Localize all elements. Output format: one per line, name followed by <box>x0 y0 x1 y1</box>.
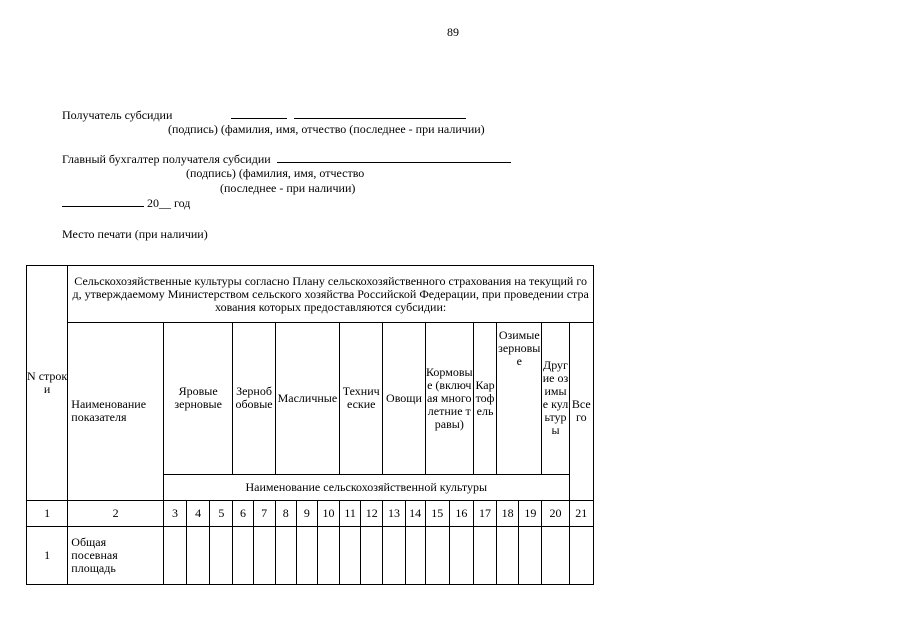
crop-vegetables: Овощи <box>383 323 425 474</box>
stamp-place: Место печати (при наличии) <box>62 227 208 241</box>
column-number: 4 <box>187 500 210 526</box>
column-number: 10 <box>317 500 339 526</box>
name-blank <box>294 108 466 119</box>
column-number: 19 <box>519 500 542 526</box>
data-cell[interactable] <box>497 526 519 584</box>
date-year: 20__ год <box>147 196 191 210</box>
crop-name-caption: Наименование сельскохозяйственной культуры <box>163 474 569 500</box>
header-indicator: Наименование показателя <box>68 323 164 501</box>
data-cell[interactable] <box>253 526 275 584</box>
data-cell[interactable] <box>187 526 210 584</box>
column-number: 2 <box>68 500 164 526</box>
data-cell[interactable] <box>449 526 473 584</box>
crop-spring-grains: Яровые зерновые <box>163 323 232 474</box>
column-number: 21 <box>569 500 593 526</box>
column-numbers-row <box>27 500 594 526</box>
data-cell[interactable] <box>542 526 569 584</box>
column-number: 6 <box>233 500 253 526</box>
header-row-number: N строки <box>27 266 68 501</box>
subsidy-table <box>26 265 594 585</box>
accountant-signature-line <box>62 152 511 166</box>
column-number: 14 <box>405 500 425 526</box>
data-cell[interactable] <box>275 526 296 584</box>
column-number: 12 <box>361 500 383 526</box>
recipient-label: Получатель субсидии <box>62 108 173 122</box>
data-cell[interactable] <box>405 526 425 584</box>
column-number: 15 <box>425 500 449 526</box>
column-number: 17 <box>473 500 496 526</box>
column-number: 20 <box>542 500 569 526</box>
crop-potatoes: Картофель <box>473 323 496 474</box>
data-cell[interactable] <box>163 526 186 584</box>
column-number: 11 <box>340 500 361 526</box>
crop-other-winter: Другие озимые культуры <box>542 323 569 474</box>
column-number: 7 <box>253 500 275 526</box>
accountant-caption-2: (последнее - при наличии) <box>220 181 356 195</box>
data-cell[interactable] <box>233 526 253 584</box>
date-blank <box>62 196 144 207</box>
data-cell[interactable] <box>473 526 496 584</box>
row-number: 1 <box>27 526 68 584</box>
column-number: 9 <box>296 500 317 526</box>
header-crops-group: Сельскохозяйственные культуры согласно Плану сельскохозяйственного страхования на текущий год, утверждаемому Министерством сельского хозяйства Российской Федерации, при проведении страхования которых предоставляются субсидии: <box>68 266 594 323</box>
data-cell[interactable] <box>383 526 405 584</box>
data-cell[interactable] <box>519 526 542 584</box>
accountant-caption-1: (подпись) (фамилия, имя, отчество <box>186 166 365 180</box>
crop-technical: Технические <box>340 323 383 474</box>
column-number: 16 <box>449 500 473 526</box>
column-number: 18 <box>497 500 519 526</box>
data-cell[interactable] <box>569 526 593 584</box>
page-number: 89 <box>447 25 459 39</box>
crop-total: Всего <box>569 323 593 501</box>
row-indicator: Общая посевная площадь <box>68 526 164 584</box>
recipient-signature-line <box>62 108 466 122</box>
column-number: 13 <box>383 500 405 526</box>
recipient-caption: (подпись) (фамилия, имя, отчество (последнее - при наличии) <box>168 122 485 136</box>
column-number: 3 <box>163 500 186 526</box>
date-line <box>62 196 190 210</box>
crop-forage: Кормовые (включая многолетние травы) <box>425 323 473 474</box>
data-cell[interactable] <box>340 526 361 584</box>
data-cell[interactable] <box>425 526 449 584</box>
data-cell[interactable] <box>317 526 339 584</box>
crop-oilseeds: Масличные <box>275 323 339 474</box>
accountant-label: Главный бухгалтер получателя субсидии <box>62 152 271 166</box>
crop-winter-grains: Озимые зерновые <box>497 323 542 474</box>
column-number: 1 <box>27 500 68 526</box>
data-cell[interactable] <box>210 526 233 584</box>
accountant-blank <box>277 152 511 163</box>
data-cell[interactable] <box>361 526 383 584</box>
signature-blank <box>231 108 287 119</box>
table-row <box>27 526 594 584</box>
column-number: 8 <box>275 500 296 526</box>
crop-legumes: Зернобобовые <box>233 323 275 474</box>
column-number: 5 <box>210 500 233 526</box>
data-cell[interactable] <box>296 526 317 584</box>
